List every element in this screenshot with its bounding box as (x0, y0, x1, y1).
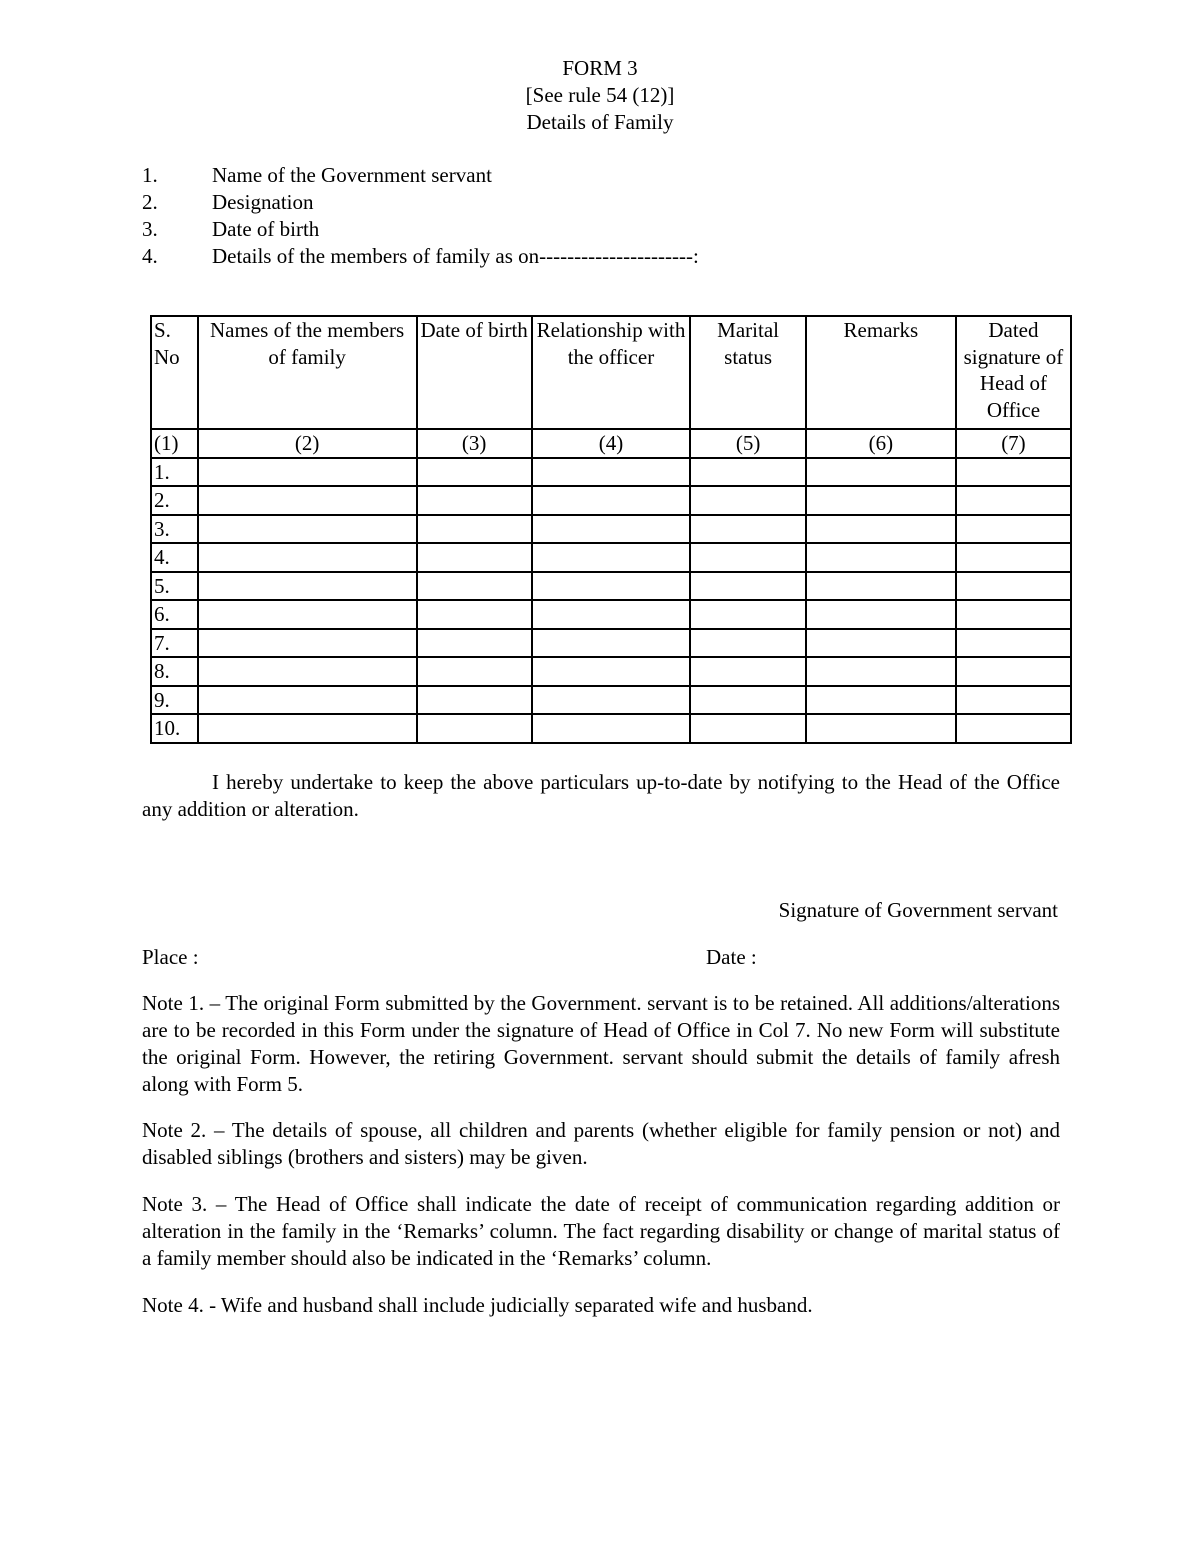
note-1: Note 1. – The original Form submitted by the Government. servant is to be retained. All additions/alterations are to be recorded in this Form under the signature of Head of Office in Col 7. No new Form will substitute the original Form. However, the retiring Government. servant should submit the details of family afresh along with Form 5. (142, 991, 1060, 1096)
table-cell[interactable] (532, 543, 691, 572)
table-cell[interactable] (806, 600, 956, 629)
table-cell[interactable] (806, 515, 956, 544)
signature-label: Signature of Government servant (778, 898, 1058, 922)
column-header-sno: S. No (151, 316, 198, 429)
note-2: Note 2. – The details of spouse, all children and parents (whether eligible for family pension or not) and disabled siblings (brothers and sisters) may be given. (142, 1118, 1060, 1169)
table-cell[interactable] (532, 686, 691, 715)
item-number: 2. (142, 190, 158, 214)
row-number: 5. (151, 572, 198, 601)
table-cell[interactable] (198, 572, 417, 601)
table-cell[interactable] (417, 686, 532, 715)
table-cell[interactable] (806, 486, 956, 515)
column-header-remarks: Remarks (806, 316, 956, 429)
table-cell[interactable] (417, 600, 532, 629)
table-cell[interactable] (806, 657, 956, 686)
table-cell[interactable] (956, 686, 1071, 715)
row-number: 3. (151, 515, 198, 544)
list-item (142, 162, 1072, 189)
item-label: Details of the members of family as on----------------------: (212, 244, 699, 268)
table-cell[interactable] (690, 543, 806, 572)
table-cell[interactable] (956, 629, 1071, 658)
family-details-table (150, 315, 1072, 744)
table-cell[interactable] (956, 572, 1071, 601)
table-cell[interactable] (417, 629, 532, 658)
item-number: 1. (142, 163, 158, 187)
column-header-marital-status: Marital status (690, 316, 806, 429)
table-cell[interactable] (198, 486, 417, 515)
table-cell[interactable] (690, 458, 806, 487)
row-number: 6. (151, 600, 198, 629)
list-item (142, 189, 1072, 216)
table-cell[interactable] (690, 714, 806, 743)
table-header-row (151, 316, 1071, 429)
row-number: 4. (151, 543, 198, 572)
list-item (142, 216, 1072, 243)
form-subtitle: Details of Family (526, 110, 674, 134)
table-cell[interactable] (806, 714, 956, 743)
table-cell[interactable] (956, 458, 1071, 487)
table-cell[interactable] (690, 515, 806, 544)
column-number: (7) (956, 429, 1071, 458)
table-cell[interactable] (956, 486, 1071, 515)
table-cell[interactable] (198, 458, 417, 487)
table-row (151, 543, 1071, 572)
undertaking-text: I hereby undertake to keep the above particulars up-to-date by notifying to the Head of the Office any addition or alteration. (142, 770, 1060, 821)
table-cell[interactable] (198, 714, 417, 743)
table-cell[interactable] (806, 458, 956, 487)
date-label: Date : (706, 945, 757, 969)
table-cell[interactable] (956, 543, 1071, 572)
column-header-signature: Dated signature of Head of Office (956, 316, 1071, 429)
form-title: FORM 3 (562, 56, 638, 80)
table-cell[interactable] (532, 458, 691, 487)
table-cell[interactable] (806, 543, 956, 572)
table-cell[interactable] (198, 515, 417, 544)
table-cell[interactable] (532, 600, 691, 629)
note-4: Note 4. - Wife and husband shall include judicially separated wife and husband. (142, 1293, 813, 1317)
column-number: (2) (198, 429, 417, 458)
table-cell[interactable] (532, 629, 691, 658)
row-number: 2. (151, 486, 198, 515)
table-cell[interactable] (198, 600, 417, 629)
table-cell[interactable] (532, 572, 691, 601)
row-number: 9. (151, 686, 198, 715)
item-number: 4. (142, 244, 158, 268)
table-cell[interactable] (417, 657, 532, 686)
table-cell[interactable] (198, 543, 417, 572)
list-item (142, 243, 1072, 270)
table-row (151, 572, 1071, 601)
table-cell[interactable] (417, 515, 532, 544)
form-items-list (142, 162, 1072, 270)
column-number: (1) (151, 429, 198, 458)
table-row (151, 686, 1071, 715)
table-cell[interactable] (532, 657, 691, 686)
column-number-row (151, 429, 1071, 458)
table-row (151, 515, 1071, 544)
table-row (151, 657, 1071, 686)
table-row (151, 486, 1071, 515)
table-cell[interactable] (690, 657, 806, 686)
row-number: 7. (151, 629, 198, 658)
table-cell[interactable] (532, 714, 691, 743)
table-cell[interactable] (198, 686, 417, 715)
table-cell[interactable] (417, 458, 532, 487)
note-3: Note 3. – The Head of Office shall indicate the date of receipt of communication regarding addition or alteration in the family in the ‘Remarks’ column. The fact regarding disability or change of marital status of a family member should also be indicated in the ‘Remarks’ column. (142, 1192, 1060, 1270)
column-number: (4) (532, 429, 691, 458)
table-cell[interactable] (532, 486, 691, 515)
place-label: Place : (142, 945, 199, 969)
table-cell[interactable] (417, 714, 532, 743)
row-number: 10. (151, 714, 198, 743)
item-label: Name of the Government servant (212, 163, 492, 187)
rule-reference: [See rule 54 (12)] (525, 83, 675, 107)
table-cell[interactable] (690, 486, 806, 515)
table-row (151, 458, 1071, 487)
table-cell[interactable] (806, 686, 956, 715)
row-number: 1. (151, 458, 198, 487)
table-cell[interactable] (806, 572, 956, 601)
table-cell[interactable] (532, 515, 691, 544)
item-label: Designation (212, 190, 314, 214)
table-row (151, 714, 1071, 743)
table-cell[interactable] (690, 572, 806, 601)
column-number: (3) (417, 429, 532, 458)
table-row (151, 629, 1071, 658)
table-row (151, 600, 1071, 629)
table-body (151, 458, 1071, 743)
table-cell[interactable] (956, 600, 1071, 629)
table-cell[interactable] (956, 515, 1071, 544)
column-number: (6) (806, 429, 956, 458)
table-cell[interactable] (417, 543, 532, 572)
column-header-relationship: Relationship with the officer (532, 316, 691, 429)
table-cell[interactable] (956, 714, 1071, 743)
table-cell[interactable] (417, 572, 532, 601)
column-header-names: Names of the members of family (198, 316, 417, 429)
table-cell[interactable] (417, 486, 532, 515)
table-cell[interactable] (690, 686, 806, 715)
table-cell[interactable] (690, 629, 806, 658)
table-cell[interactable] (198, 657, 417, 686)
table-cell[interactable] (956, 657, 1071, 686)
item-number: 3. (142, 217, 158, 241)
column-header-dob: Date of birth (417, 316, 532, 429)
column-number: (5) (690, 429, 806, 458)
table-cell[interactable] (690, 600, 806, 629)
table-cell[interactable] (198, 629, 417, 658)
row-number: 8. (151, 657, 198, 686)
table-cell[interactable] (806, 629, 956, 658)
item-label: Date of birth (212, 217, 320, 241)
